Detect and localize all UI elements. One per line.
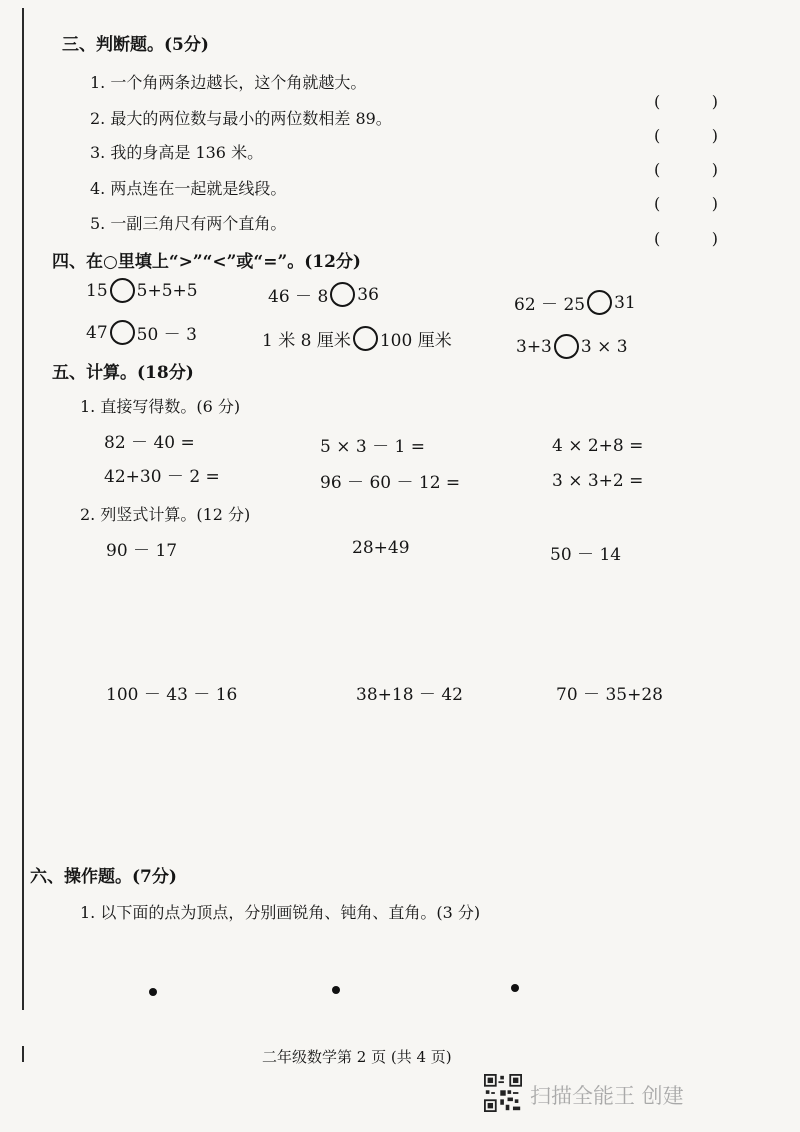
compare-item: 62 － 25 31: [514, 290, 636, 315]
compare-item: 15 5+5+5: [86, 278, 198, 303]
answer-circle[interactable]: [587, 290, 612, 315]
vertical-calc-item: 50 － 14: [550, 545, 622, 565]
page-footer: 二年级数学第 2 页 (共 4 页): [262, 1048, 452, 1066]
section3-title: 三、判断题。(5分): [62, 35, 209, 55]
compare-item: 1 米 8 厘米 100 厘米: [262, 326, 452, 351]
answer-paren-5[interactable]: ( ): [654, 229, 718, 248]
vertical-calc-item: 70 － 35+28: [556, 685, 663, 705]
vertical-calc-item: 28+49: [352, 538, 410, 558]
answer-circle[interactable]: [330, 282, 355, 307]
section6-title: 六、操作题。(7分): [30, 867, 177, 887]
oral-calc-item: 4 × 2+8 =: [552, 436, 644, 456]
answer-paren-3[interactable]: ( ): [654, 160, 718, 179]
answer-paren-2[interactable]: ( ): [654, 126, 718, 145]
answer-circle[interactable]: [353, 326, 378, 351]
answer-circle[interactable]: [110, 320, 135, 345]
judge-item-4: 4. 两点连在一起就是线段。: [90, 179, 287, 198]
compare-item: 3+3 3 × 3: [516, 334, 628, 359]
vertical-calc-item: 100 － 43 － 16: [106, 685, 238, 705]
sub1-title: 1. 直接写得数。(6 分): [80, 397, 241, 416]
answer-paren-1[interactable]: ( ): [654, 92, 718, 111]
section4-title: 四、在○里填上“>”“<”或“=”。(12分): [52, 252, 361, 272]
scanner-watermark: 扫描全能王 创建: [530, 1084, 684, 1108]
judge-item-2: 2. 最大的两位数与最小的两位数相差 89。: [90, 109, 392, 128]
judge-item-5: 5. 一副三角尺有两个直角。: [90, 214, 287, 233]
judge-item-3: 3. 我的身高是 136 米。: [90, 143, 264, 162]
vertical-calc-item: 38+18 － 42: [356, 685, 463, 705]
answer-paren-4[interactable]: ( ): [654, 194, 718, 213]
answer-circle[interactable]: [110, 278, 135, 303]
oral-calc-item: 3 × 3+2 =: [552, 471, 644, 491]
answer-circle[interactable]: [554, 334, 579, 359]
page-edge-line: [22, 8, 24, 1010]
section6-sub1-title: 1. 以下面的点为顶点，分别画锐角、钝角、直角。(3 分): [80, 903, 481, 922]
oral-calc-item: 82 － 40 =: [104, 433, 195, 453]
judge-item-1: 1. 一个角两条边越长，这个角就越大。: [90, 73, 367, 92]
oral-calc-item: 42+30 － 2 =: [104, 467, 220, 487]
oral-calc-item: 96 － 60 － 12 =: [320, 473, 461, 493]
vertex-point-2[interactable]: [332, 986, 340, 994]
vertex-point-3[interactable]: [511, 984, 519, 992]
sub2-title: 2. 列竖式计算。(12 分): [80, 505, 251, 524]
vertex-point-1[interactable]: [149, 988, 157, 996]
compare-item: 47 50 － 3: [86, 320, 197, 345]
section5-title: 五、计算。(18分): [52, 363, 194, 383]
vertical-calc-item: 90 － 17: [106, 541, 178, 561]
qr-code-icon: [484, 1074, 522, 1112]
page-edge-mark: [22, 1046, 24, 1062]
oral-calc-item: 5 × 3 － 1 =: [320, 437, 425, 457]
compare-item: 46 － 8 36: [268, 282, 379, 307]
